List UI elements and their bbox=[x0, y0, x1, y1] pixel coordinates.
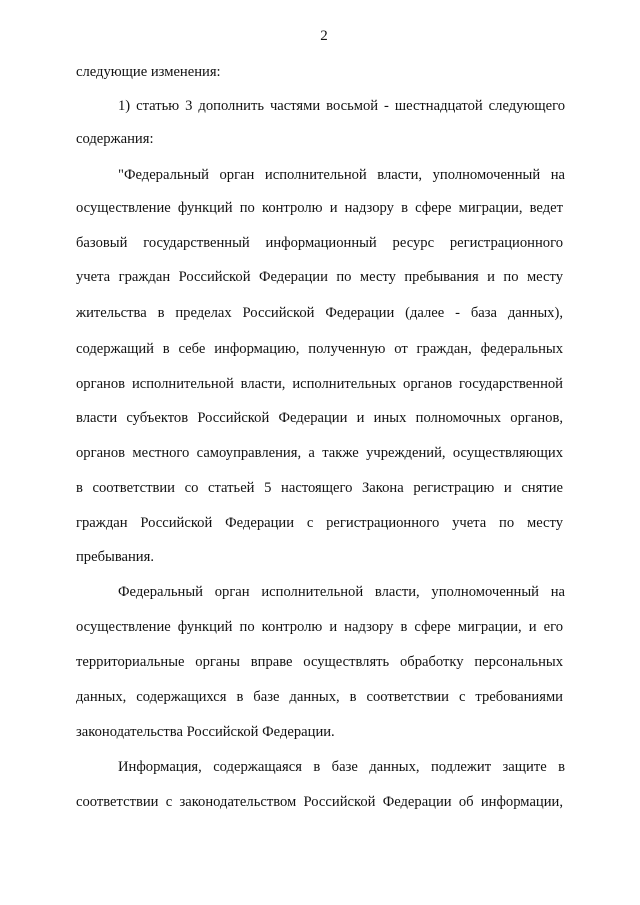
paragraph-line: данных, содержащихся в базе данных, в соответствии с требованиями bbox=[76, 689, 563, 705]
paragraph-line: Информация, содержащаяся в базе данных, подлежит защите в bbox=[118, 759, 565, 775]
paragraph-line: 1) статью 3 дополнить частями восьмой - шестнадцатой следующего bbox=[118, 98, 565, 114]
paragraph-line: учета граждан Российской Федерации по месту пребывания и по месту bbox=[76, 269, 563, 285]
intro-line: следующие изменения: bbox=[76, 64, 221, 80]
paragraph-line: содержания: bbox=[76, 131, 154, 147]
paragraph-line: осуществление функций по контролю и надзору в сфере миграции, ведет bbox=[76, 200, 563, 216]
paragraph-line: Федеральный орган исполнительной власти, уполномоченный на bbox=[118, 584, 565, 600]
paragraph-line: власти субъектов Российской Федерации и иных полномочных органов, bbox=[76, 410, 563, 426]
paragraph-line: граждан Российской Федерации с регистрационного учета по месту bbox=[76, 515, 563, 531]
paragraph-line: органов исполнительной власти, исполнительных органов государственной bbox=[76, 376, 563, 392]
paragraph-line: содержащий в себе информацию, полученную от граждан, федеральных bbox=[76, 341, 563, 357]
paragraph-line: в соответствии со статьей 5 настоящего Закона регистрацию и снятие bbox=[76, 480, 563, 496]
paragraph-line: "Федеральный орган исполнительной власти, уполномоченный на bbox=[118, 167, 565, 183]
paragraph-line: органов местного самоуправления, а также учреждений, осуществляющих bbox=[76, 445, 563, 461]
page-number: 2 bbox=[320, 28, 328, 44]
paragraph-line: соответствии с законодательством Российской Федерации об информации, bbox=[76, 794, 563, 810]
paragraph-line: жительства в пределах Российской Федерации (далее - база данных), bbox=[76, 305, 563, 321]
paragraph-line: осуществление функций по контролю и надзору в сфере миграции, и его bbox=[76, 619, 563, 635]
paragraph-line: базовый государственный информационный ресурс регистрационного bbox=[76, 235, 563, 251]
paragraph-line: законодательства Российской Федерации. bbox=[76, 724, 335, 740]
paragraph-line: пребывания. bbox=[76, 549, 154, 565]
paragraph-line: территориальные органы вправе осуществлять обработку персональных bbox=[76, 654, 563, 670]
